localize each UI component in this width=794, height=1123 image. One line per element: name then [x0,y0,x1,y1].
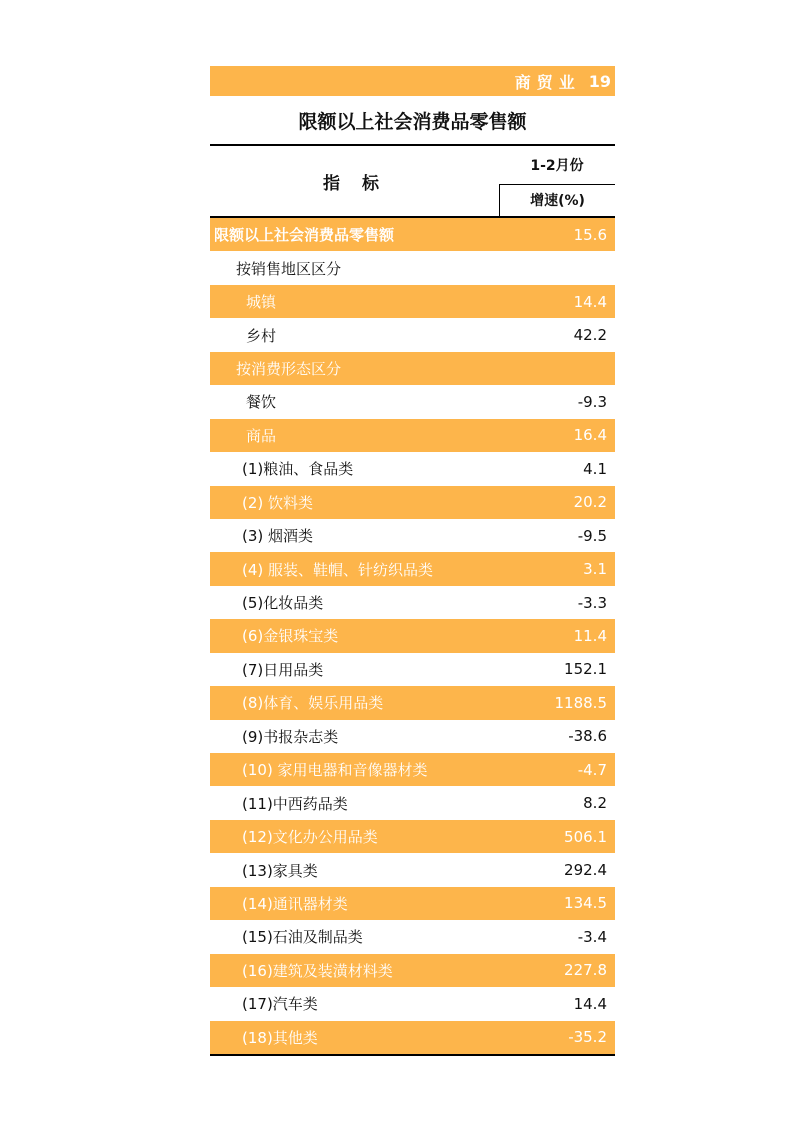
row-value: 20.2 [573,493,607,512]
table-row [210,486,615,519]
statistics-page [210,66,615,1056]
row-label: (17)汽车类 [242,995,318,1014]
row-label: (6)金银珠宝类 [242,627,339,646]
row-value: -3.4 [577,927,607,946]
row-value: 14.4 [573,994,607,1013]
row-label: 餐饮 [246,393,277,412]
row-label: (18)其他类 [242,1028,318,1047]
row-value: 11.4 [573,626,607,645]
row-label: (8)体育、娱乐用品类 [242,694,384,713]
table-row [210,686,615,719]
row-value: -3.3 [577,593,607,612]
table-row [210,619,615,652]
section-name: 商贸业 [514,72,581,92]
row-value: 16.4 [573,426,607,445]
row-value: 292.4 [564,861,607,880]
row-label: (12)文化办公用品类 [242,828,378,847]
row-value: 3.1 [583,560,607,579]
row-value: 8.2 [583,794,607,813]
row-label: (9)书报杂志类 [242,727,339,746]
row-label: (15)石油及制品类 [242,928,363,947]
table-row [210,318,615,351]
table-row [210,419,615,452]
row-label: (13)家具类 [242,861,318,880]
table-row [210,385,615,418]
table-row [210,853,615,886]
section-banner [210,66,615,96]
row-label: (7)日用品类 [242,660,324,679]
table-row [210,1021,615,1054]
table-row [210,586,615,619]
table-row [210,218,615,251]
row-label: (2) 饮料类 [242,493,314,512]
row-value: -35.2 [568,1028,607,1047]
row-value: 152.1 [564,660,607,679]
row-label: (1)粮油、食品类 [242,460,354,479]
row-value: 15.6 [573,225,607,244]
page-number: 19 [588,71,611,91]
row-value: -38.6 [568,727,607,746]
table-row [210,753,615,786]
table-header [210,144,615,218]
row-value: 14.4 [573,292,607,311]
row-label: (10) 家用电器和音像器材类 [242,761,428,780]
table-row [210,653,615,686]
table-row [210,987,615,1020]
table-title: 限额以上社会消费品零售额 [298,110,527,133]
table-row [210,720,615,753]
table-row [210,552,615,585]
row-value: -4.7 [577,760,607,779]
row-label: 商品 [246,426,277,445]
table-row [210,954,615,987]
row-label: 限额以上社会消费品零售额 [214,226,395,245]
row-value: 227.8 [564,961,607,980]
table-row [210,920,615,953]
row-value: 1188.5 [554,693,607,712]
table-row [210,519,615,552]
row-label: 乡村 [246,326,277,345]
row-label: (3) 烟酒类 [242,527,314,546]
indicator-column-header: 指 标 [323,173,387,194]
table-row [210,285,615,318]
table-row [210,352,615,385]
row-label: (5)化妆品类 [242,594,324,613]
row-label: (14)通讯器材类 [242,894,348,913]
growth-column-header: 增速(%) [499,184,615,216]
row-value: -9.3 [577,392,607,411]
row-value: 4.1 [583,459,607,478]
row-value: -9.5 [577,526,607,545]
table-row [210,786,615,819]
table-row [210,452,615,485]
period-column-header: 1-2月份 [499,146,615,185]
row-label: 按消费形态区分 [236,359,342,378]
table-body [210,218,615,1056]
table-row [210,820,615,853]
table-row [210,887,615,920]
row-value: 506.1 [564,827,607,846]
row-label: (11)中西药品类 [242,794,348,813]
row-label: (16)建筑及装潢材料类 [242,961,393,980]
row-label: (4) 服装、鞋帽、针纺织品类 [242,560,434,579]
row-label: 城镇 [246,293,277,312]
row-label: 按销售地区区分 [236,259,342,278]
row-value: 42.2 [573,326,607,345]
table-row [210,251,615,284]
row-value: 134.5 [564,894,607,913]
